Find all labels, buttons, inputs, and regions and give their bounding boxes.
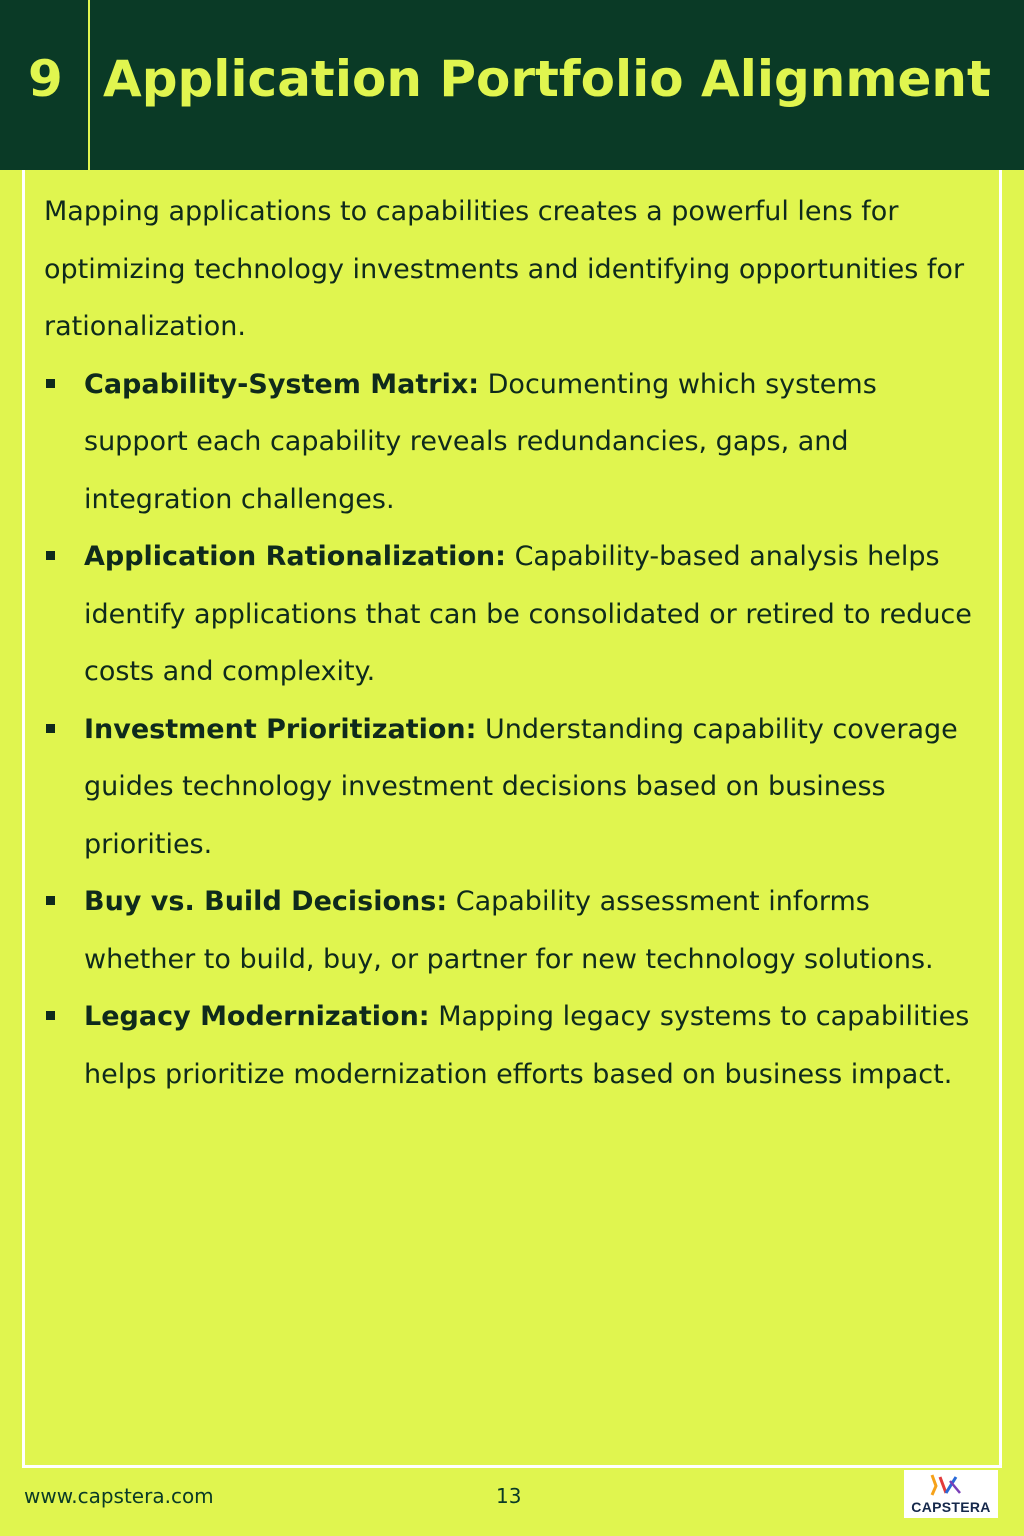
content-body xyxy=(44,183,979,1103)
point-title: Capability-System Matrix: xyxy=(84,368,480,400)
list-item xyxy=(44,873,979,988)
page-header xyxy=(0,0,1024,170)
square-bullet-icon xyxy=(46,724,55,733)
point-title: Buy vs. Build Decisions: xyxy=(84,886,448,917)
point-text: Capability-based analysis helps identify applications that can be consolidated or retired to reduce costs and complexity. xyxy=(84,541,972,687)
list-item xyxy=(44,528,979,701)
square-bullet-icon xyxy=(46,551,55,560)
list-item xyxy=(44,356,979,529)
square-bullet-icon xyxy=(46,896,55,905)
point-text: Capability assessment informs whether to build, buy, or partner for new technology solutions. xyxy=(84,886,934,975)
header-divider xyxy=(88,0,90,170)
point-title: Investment Prioritization: xyxy=(84,713,477,745)
capstera-logo xyxy=(904,1470,998,1518)
point-text: Documenting which systems support each capability reveals redundancies, gaps, and integration challenges. xyxy=(84,368,877,515)
bullet-list xyxy=(44,356,979,1104)
point-text: Understanding capability coverage guides technology investment decisions based on business priorities. xyxy=(84,713,958,860)
point-text: Mapping legacy systems to capabilities helps prioritize modernization efforts based on business impact. xyxy=(84,1001,970,1090)
logo-mark-icon xyxy=(926,1473,976,1499)
logo-text: CAPSTERA xyxy=(911,1499,991,1515)
page-title: Application Portfolio Alignment xyxy=(103,50,991,108)
list-item xyxy=(44,701,979,874)
point-title: Application Rationalization: xyxy=(84,541,506,572)
website-link[interactable]: www.capstera.com xyxy=(24,1484,214,1508)
square-bullet-icon xyxy=(46,1011,55,1020)
section-number: 9 xyxy=(28,50,63,108)
page-number: 13 xyxy=(496,1484,522,1508)
point-title: Legacy Modernization: xyxy=(84,1001,430,1032)
list-item xyxy=(44,988,979,1103)
intro-paragraph: Mapping applications to capabilities creates a powerful lens for optimizing technology investments and identifying opportunities for rationalization. xyxy=(44,196,965,342)
square-bullet-icon xyxy=(46,379,55,388)
